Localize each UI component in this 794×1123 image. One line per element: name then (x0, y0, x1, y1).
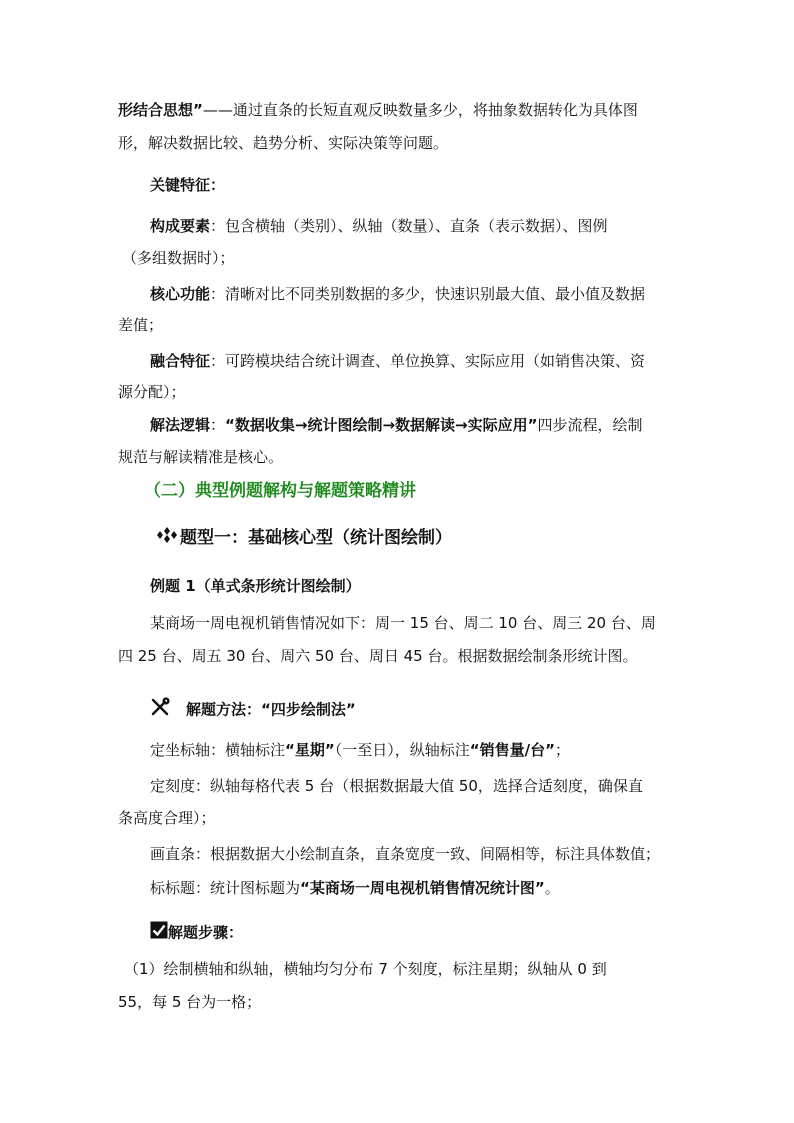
method-step-1 (150, 739, 570, 761)
type-one-title: 题型一：基础核心型（统计图绘制） (180, 528, 452, 548)
type-one-heading (156, 526, 452, 550)
method-step-1-quote-1: “星期” (285, 741, 335, 759)
logic-label: 解法逻辑 (150, 416, 211, 434)
checkbox-checked-icon (150, 921, 168, 945)
method-step-4-quote: “某商场一周电视机销售情况统计图” (300, 879, 545, 897)
logic-colon: ： (210, 416, 226, 434)
method-step-1-quote-2: “销售量/台” (469, 741, 555, 759)
composition-label: 构成要素 (150, 217, 211, 235)
method-name: “四步绘制法” (261, 700, 356, 719)
composition-line-2: （多组数据时）； (122, 249, 235, 267)
diamond-cluster-icon (156, 526, 178, 550)
method-step-3: 画直条：根据数据大小绘制直条，直条宽度一致、间隔相等，标注具体数值； (150, 845, 661, 863)
composition-text: ：包含横轴（类别）、纵轴（数量）、直条（表示数据）、图例 (210, 217, 608, 235)
core-function-line-2: 差值； (118, 316, 164, 334)
core-function-label: 核心功能 (150, 285, 211, 303)
method-step-1-mid: （一至日），纵轴标注 (334, 741, 470, 759)
example-text-line-2: 四 25 台、周五 30 台、周六 50 台、周日 45 台。根据数据绘制条形统计图。 (118, 647, 638, 665)
method-step-2-line-2: 条高度合理）； (118, 809, 216, 827)
fusion-line-2: 源分配）； (118, 383, 186, 401)
solution-steps-heading (150, 921, 243, 945)
method-step-4-end: 。 (544, 879, 560, 897)
method-step-4 (150, 877, 560, 899)
solution-step-1-line-2: 55，每 5 台为一格； (118, 993, 262, 1011)
logic-rest: 四步流程，绘制 (537, 416, 643, 434)
fusion-line-1 (150, 350, 645, 372)
intro-bold-term: 形结合思想” (118, 101, 203, 119)
logic-flow: “数据收集→统计图绘制→数据解读→实际应用” (225, 416, 538, 434)
core-function-text: ：清晰对比不同类别数据的多少，快速识别最大值、最小值及数据 (210, 285, 646, 303)
key-features-heading: 关键特征： (150, 176, 226, 194)
method-step-1-end: ； (554, 741, 570, 759)
fusion-text: ：可跨模块结合统计调查、单位换算、实际应用（如销售决策、资 (210, 352, 646, 370)
section-heading: （二）典型例题解构与解题策略精讲 (144, 481, 416, 501)
method-step-4-pre: 标标题：统计图标题为 (150, 879, 301, 897)
logic-line-2: 规范与解读精准是核心。 (118, 448, 284, 466)
solution-steps-title: 解题步骤： (168, 923, 244, 942)
composition-line-1 (150, 215, 608, 237)
tools-icon (150, 697, 170, 723)
example-text-line-1: 某商场一周电视机销售情况如下：周一 15 台、周二 10 台、周三 20 台、周 (150, 614, 656, 632)
intro-line-1 (118, 99, 638, 121)
method-step-1-pre: 定坐标轴：横轴标注 (150, 741, 286, 759)
method-label: 解题方法： (186, 700, 262, 719)
solution-step-1-line-1: （1）绘制横轴和纵轴，横轴均匀分布 7 个刻度，标注星期；纵轴从 0 到 (124, 960, 607, 978)
core-function-line-1 (150, 283, 645, 305)
fusion-label: 融合特征 (150, 352, 211, 370)
intro-text: ——通过直条的长短直观反映数量多少，将抽象数据转化为具体图 (202, 101, 638, 119)
method-step-2-line-1: 定刻度：纵轴每格代表 5 台（根据数据最大值 50，选择合适刻度，确保直 (150, 777, 643, 795)
logic-line-1 (150, 414, 642, 436)
intro-line-2: 形，解决数据比较、趋势分析、实际决策等问题。 (118, 134, 449, 152)
example-title: 例题 1（单式条形统计图绘制） (150, 577, 361, 595)
method-heading (150, 697, 356, 723)
